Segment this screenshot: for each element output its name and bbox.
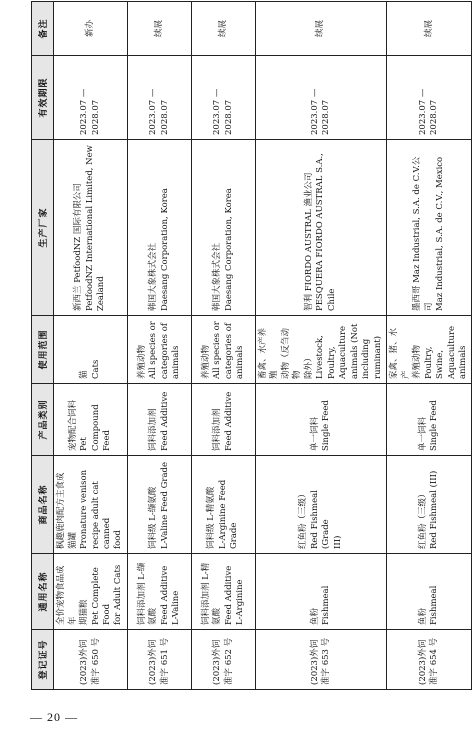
validity-cell-line: 2023.07 — [309,88,320,135]
note-cell-line: 续展 [315,20,326,38]
generic-name-cell-line: 期猫粮 [79,599,90,625]
validity-cell-line: 2028.07 [321,99,332,135]
table-row [256,2,387,690]
usage-scope-cell [192,316,256,384]
manufacturer-cell-line: Daesang Corporation, Korea [223,188,234,311]
validity-cell-line: 2023.07 — [79,88,90,135]
product-category-cell [192,384,256,456]
trade-name-cell [192,456,256,554]
manufacturer-cell-line: 新西兰 PetfoodNZ 国际有限公司 [73,183,84,311]
trade-name-cell-line: III) [332,535,343,549]
validity-cell [256,56,387,140]
note-cell [256,2,387,56]
usage-scope-cell-line: 养殖动物 [200,344,211,379]
validity-cell-line: 2028.07 [159,99,170,135]
usage-scope-cell-line: Aquaculture [446,325,457,379]
page-number: — 20 — [30,710,78,724]
usage-scope-cell-line: 养殖动物 [412,344,423,379]
generic-name-cell [387,554,472,630]
product-category-cell-line: 饲料添加剂 [212,408,223,451]
header-manufacturer: 生产厂家 [32,140,54,316]
generic-name-cell-line: for Adult Cats [113,564,124,625]
validity-cell-line: 2028.07 [90,99,101,135]
generic-name-cell-line: L-Arginine [234,579,245,625]
product-category-cell-line: 单一饲料 [417,416,428,451]
usage-scope-cell-line: Aquaculture [338,325,349,379]
manufacturer-cell-line: Daesang Corporation, Korea [159,188,170,311]
generic-name-cell [192,554,256,630]
usage-scope-cell-line: 畜禽、水产养殖 [258,327,280,379]
header-reg-no: 登记证号 [32,630,54,690]
usage-scope-cell [256,316,387,384]
usage-scope-cell [128,316,192,384]
generic-name-cell-line: Fishmeal [429,585,440,625]
trade-name-cell-line: 红鱼粉（三级） [417,489,428,549]
manufacturer-cell-line: Zealand [96,276,107,311]
trade-name-cell-line: 饲料级 L-缬氨酸 [148,486,159,549]
validity-cell-line: 2023.07 — [212,88,223,135]
usage-scope-cell-line: Poultry, [326,346,337,379]
product-category-cell-line: Feed [101,430,112,451]
trade-name-cell-line: L-Valine Feed Grade [159,462,170,549]
usage-scope-cell-line: Livestock, [315,335,326,379]
header-product-category: 产品类别 [32,384,54,456]
registration-number-cell [256,630,387,690]
trade-name-cell-line: Pronature venison [79,469,90,549]
manufacturer-cell-line: Maz Industrial, S.A. de C.V., Mexico [435,156,446,311]
note-cell-line: 续展 [217,20,228,38]
usage-scope-cell-line: All species or [212,321,223,379]
validity-cell [128,56,192,140]
manufacturer-cell [128,140,192,316]
registration-number-cell [387,630,472,690]
usage-scope-cell-line: categories of [223,323,234,379]
manufacturer-cell-line: PetfoodNZ International Limited, New [84,145,95,311]
usage-scope-cell-line: 猫 [79,370,90,379]
product-category-cell-line: 饲料添加剂 [148,408,159,451]
trade-name-cell-line: Red Fishmeal (Grade [309,490,332,549]
header-note: 备注 [32,2,54,56]
usage-scope-cell-line: animals [234,345,245,379]
usage-scope-cell-line: ruminant) [372,335,383,379]
usage-scope-cell-line: 家禽、猪、水产 [389,327,411,379]
validity-cell-line: 2028.07 [429,99,440,135]
usage-scope-cell-line: animals [170,345,181,379]
manufacturer-cell [192,140,256,316]
trade-name-cell-line: 猫罐 [67,531,78,549]
registration-number-cell-line: (2023)外饲 [309,639,320,685]
usage-scope-cell-line: Cats [90,359,101,379]
product-category-cell-line: Pet Compound [79,404,101,451]
trade-name-cell [387,456,472,554]
manufacturer-cell [256,140,387,316]
usage-scope-cell-line: 除外） [303,353,314,379]
note-cell-line: 新办 [84,20,95,38]
generic-name-cell [256,554,387,630]
registration-number-cell [54,630,128,690]
trade-name-cell-line: Grade [229,522,240,549]
registration-number-cell-line: 准字 653 号 [321,637,332,685]
generic-name-cell-line: 全价宠物食品成年 [56,565,78,625]
usage-scope-cell-line: animals [457,345,468,379]
table-row [387,2,472,690]
product-category-cell-line: 单一饲料 [309,416,320,451]
registration-number-cell-line: (2023)外饲 [212,639,223,685]
generic-name-cell-line: 鱼粉 [417,607,428,625]
validity-cell-line: 2023.07 — [148,88,159,135]
validity-cell [387,56,472,140]
generic-name-cell-line: Feed Additive [223,565,234,625]
generic-name-cell-line: 饲料添加剂 L-精 [200,562,211,625]
trade-name-cell [54,456,128,554]
registration-number-cell-line: (2023)外饲 [79,639,90,685]
feed-registration-table [31,1,472,690]
note-cell [54,2,128,56]
registration-number-cell-line: (2023)外饲 [148,639,159,685]
generic-name-cell-line: Feed Additive [159,565,170,625]
generic-name-cell-line: L-Valine [170,590,181,625]
usage-scope-cell-line: animals (Not [349,323,360,379]
generic-name-cell-line: Fishmeal [321,585,332,625]
table-row [128,2,192,690]
trade-name-cell-line: L-Arginine Feed [217,479,228,549]
note-cell [128,2,192,56]
usage-scope-cell-line: categories of [159,323,170,379]
generic-name-cell-line: 氨酸 [148,607,159,625]
product-category-cell [128,384,192,456]
trade-name-cell-line: 红鱼粉（三级） [298,489,309,549]
usage-scope-cell [387,316,472,384]
generic-name-cell-line: 氨酸 [212,607,223,625]
validity-cell-line: 2028.07 [223,99,234,135]
table-row [54,2,128,690]
rotated-table-page [31,2,468,690]
generic-name-cell [54,554,128,630]
registration-number-cell-line: 准字 652 号 [223,637,234,685]
product-category-cell-line: Single Feed [429,400,440,451]
product-category-cell [256,384,387,456]
manufacturer-cell [54,140,128,316]
trade-name-cell-line: food [113,530,124,549]
registration-number-cell-line: 准字 650 号 [90,637,101,685]
note-cell-line: 续展 [423,20,434,38]
manufacturer-cell-line: Chile [326,288,337,311]
generic-name-cell-line: 鱼粉 [309,607,320,625]
registration-number-cell [128,630,192,690]
usage-scope-cell-line: Poultry, Swine, [423,346,446,379]
product-category-cell [387,384,472,456]
usage-scope-cell-line: including [361,338,372,379]
table-body [54,2,472,690]
manufacturer-cell-line: PESQUERA FIORDO AUSTRAL S.A., [315,153,326,311]
header-scope: 使用范围 [32,316,54,384]
header-trade-name: 商品名称 [32,456,54,554]
note-cell [192,2,256,56]
manufacturer-cell-line: 智利 FIORDO AUSTRAL 渔业公司 [303,172,314,311]
generic-name-cell-line: Pet Complete Food [90,567,112,625]
trade-name-cell-line: 饲料级 L-精氨酸 [206,486,217,549]
manufacturer-cell-line: 韩国大象株式会社 [148,242,159,311]
usage-scope-cell-line: All species or [148,321,159,379]
header-generic-name: 通用名称 [32,554,54,630]
usage-scope-cell-line: 动物（反刍动物 [280,327,303,379]
product-category-cell-line: Feed Additive [223,391,234,451]
manufacturer-cell-line: 墨西哥 Maz Industrial, S.A. de C.V.公 [412,156,423,311]
header-validity: 有效期限 [32,56,54,140]
usage-scope-cell [54,316,128,384]
trade-name-cell [128,456,192,554]
validity-cell [192,56,256,140]
manufacturer-cell-line: 司 [423,302,434,311]
manufacturer-cell [387,140,472,316]
usage-scope-cell-line: 养殖动物 [136,344,147,379]
generic-name-cell-line: 饲料添加剂 L-缬 [136,562,147,625]
validity-cell-line: 2023.07 — [417,88,428,135]
trade-name-cell-line: recipe adult cat canned [90,481,112,549]
product-category-cell-line: Feed Additive [159,391,170,451]
trade-name-cell-line: 枫趣鹿肉配方主食成 [56,472,67,549]
registration-number-cell-line: (2023)外饲 [417,639,428,685]
trade-name-cell-line: Red Fishmeal (III) [429,470,440,549]
generic-name-cell [128,554,192,630]
manufacturer-cell-line: 韩国大象株式会社 [212,242,223,311]
product-category-cell-line: 宠物配合饲料 [67,399,78,451]
validity-cell [54,56,128,140]
note-cell-line: 续展 [153,20,164,38]
registration-number-cell-line: 准字 654 号 [429,637,440,685]
trade-name-cell [256,456,387,554]
note-cell [387,2,472,56]
table-row [192,2,256,690]
registration-number-cell [192,630,256,690]
header-row [32,2,54,690]
product-category-cell [54,384,128,456]
registration-number-cell-line: 准字 651 号 [159,637,170,685]
product-category-cell-line: Single Feed [321,400,332,451]
